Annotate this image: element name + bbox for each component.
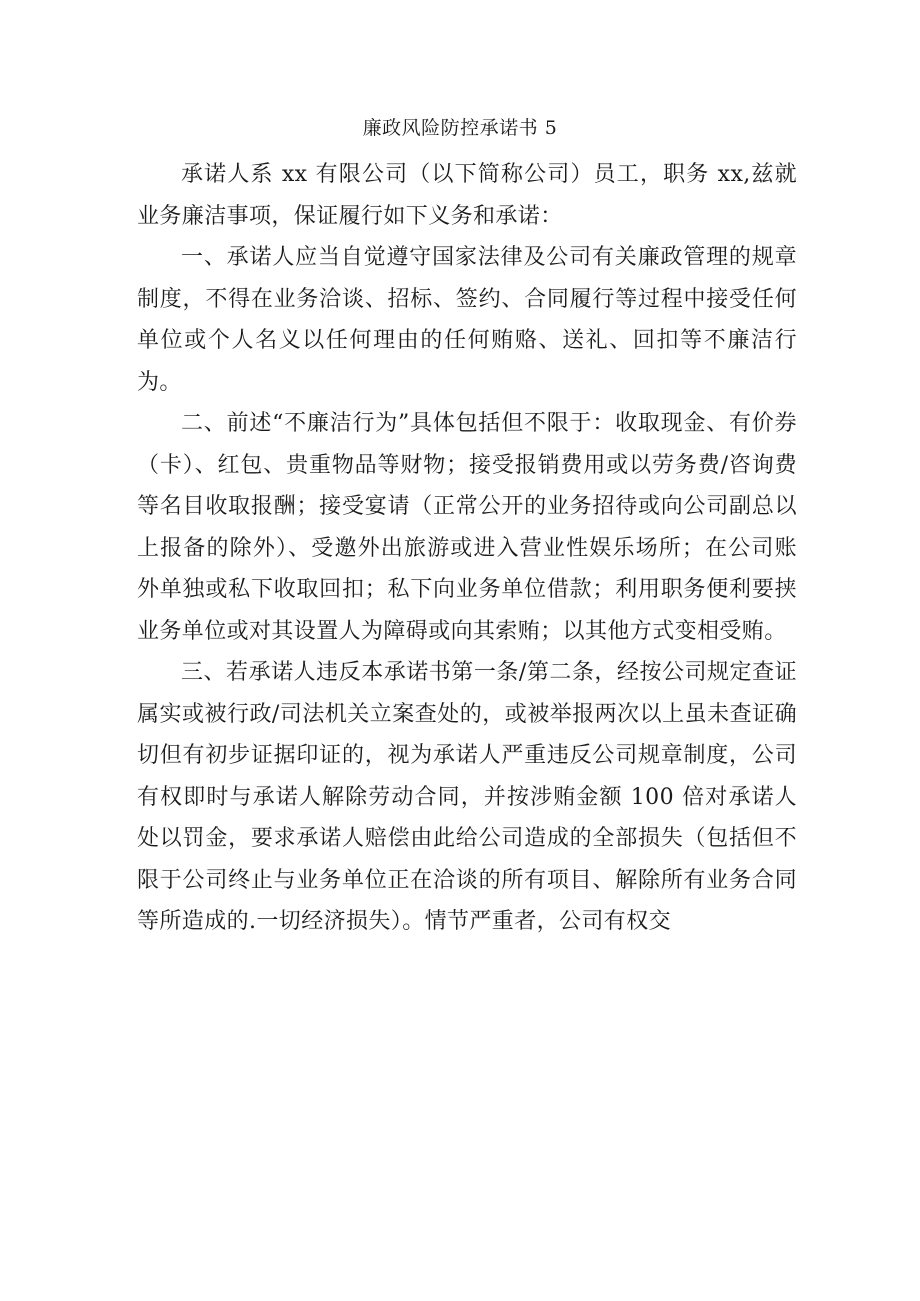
- document-body: [137, 154, 797, 943]
- paragraph-clause-1: 一、承诺人应当自觉遵守国家法律及公司有关廉政管理的规章制度，不得在业务洽谈、招标、签约、合同履行等过程中接受任何单位或个人名义以任何理由的任何贿赂、送礼、回扣等不廉洁行为。: [137, 245, 797, 395]
- document-title: 廉政风险防控承诺书 5: [362, 117, 558, 139]
- paragraph-clause-3: 三、若承诺人违反本承诺书第一条/第二条，经按公司规定查证属实或被行政/司法机关立案查处的，或被举报两次以上虽未查证确切但有初步证据印证的，视为承诺人严重违反公司规章制度，公司有权即时与承诺人解除劳动合同，并按涉贿金额 100 倍对承诺人处以罚金，要求承诺人赔偿由此给公司造成的全部损失（包括但不限于公司终止与业务单位正在洽谈的所有项目、解除所有业务合同等所造成的.一切经济损失）。情节严重者，公司有权交: [137, 660, 797, 934]
- paragraph-intro: 承诺人系 xx 有限公司（以下简称公司）员工，职务 xx,兹就业务廉洁事项，保证履行如下义务和承诺：: [137, 162, 797, 229]
- paragraph-clause-2: 二、前述“不廉洁行为”具体包括但不限于：收取现金、有价券（卡）、红包、贵重物品等财物；接受报销费用或以劳务费/咨询费等名目收取报酬；接受宴请（正常公开的业务招待或向公司副总以上报备的除外）、受邀外出旅游或进入营业性娱乐场所；在公司账外单独或私下收取回扣；私下向业务单位借款；利用职务便利要挟业务单位或对其设置人为障碍或向其索贿；以其他方式变相受贿。: [137, 411, 797, 644]
